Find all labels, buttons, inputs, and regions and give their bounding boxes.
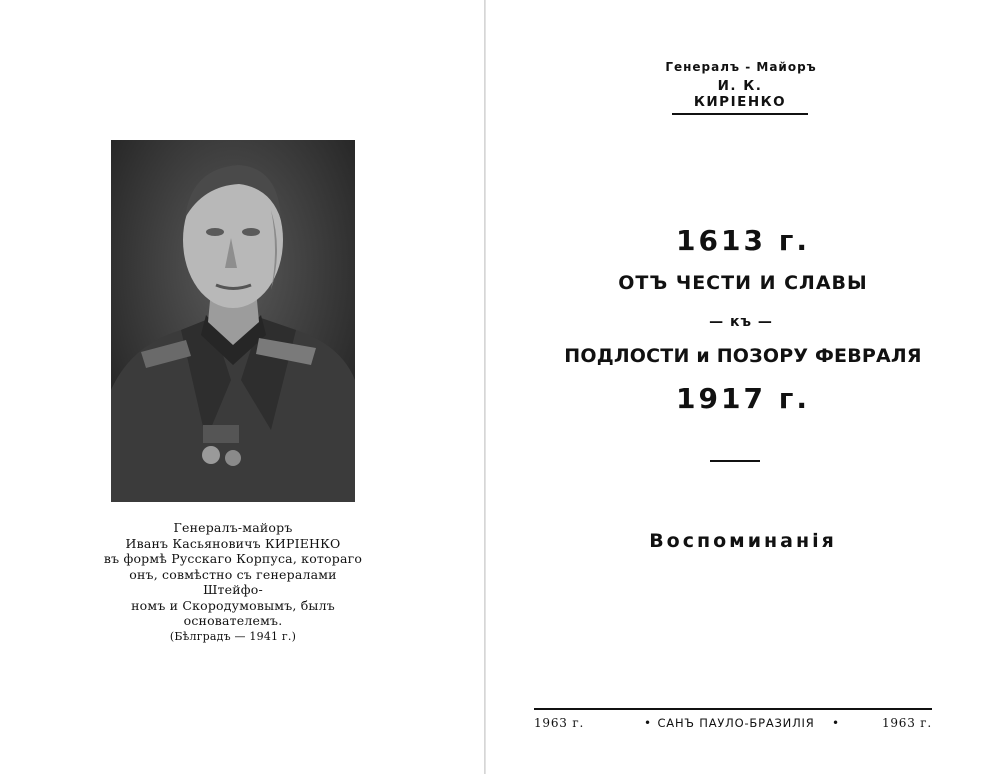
title-year-1613: 1613 г.	[676, 224, 810, 257]
left-page	[0, 0, 484, 774]
caption-line: основателемъ.	[183, 613, 283, 628]
imprint	[534, 716, 932, 734]
imprint-place: САНЪ ПАУЛО-БРАЗИЛІЯ	[657, 716, 815, 730]
caption-line: въ формѣ Русскаго Корпуса, котораго	[103, 551, 363, 566]
divider-rule	[710, 460, 760, 462]
imprint-year-left: 1963 г.	[534, 716, 585, 730]
title-line-honor: ОТЪ ЧЕСТИ И СЛАВЫ	[618, 272, 868, 294]
caption-line: Генералъ-майоръ	[173, 520, 293, 535]
author-rank: Генералъ - Майоръ	[665, 60, 817, 74]
imprint-year-right: 1963 г.	[881, 716, 932, 730]
imprint-bullet: •	[644, 716, 652, 730]
caption-line: онъ, совмѣстно съ генералами Штейфо-	[129, 566, 337, 597]
imprint-rule	[534, 708, 932, 710]
caption-line: номъ и Скородумовымъ, былъ	[131, 597, 335, 613]
subtitle-memoirs: Воспоминанія	[649, 530, 837, 552]
imprint-bullet: •	[832, 716, 840, 730]
caption-place-date: (Бѣлградъ — 1941 г.)	[169, 629, 297, 643]
portrait-caption	[100, 520, 366, 644]
caption-name: Иванъ Касьяновичъ КИРІЕНКО	[125, 535, 341, 551]
right-page	[486, 0, 1000, 774]
title-year-1917: 1917 г.	[676, 382, 810, 415]
portrait-photo	[111, 140, 355, 502]
title-line-to: — къ —	[709, 314, 773, 330]
author-name: И. К. КИРІЕНКО	[672, 78, 808, 115]
title-line-february: ПОДЛОСТИ и ПОЗОРУ ФЕВРАЛЯ	[564, 345, 922, 367]
